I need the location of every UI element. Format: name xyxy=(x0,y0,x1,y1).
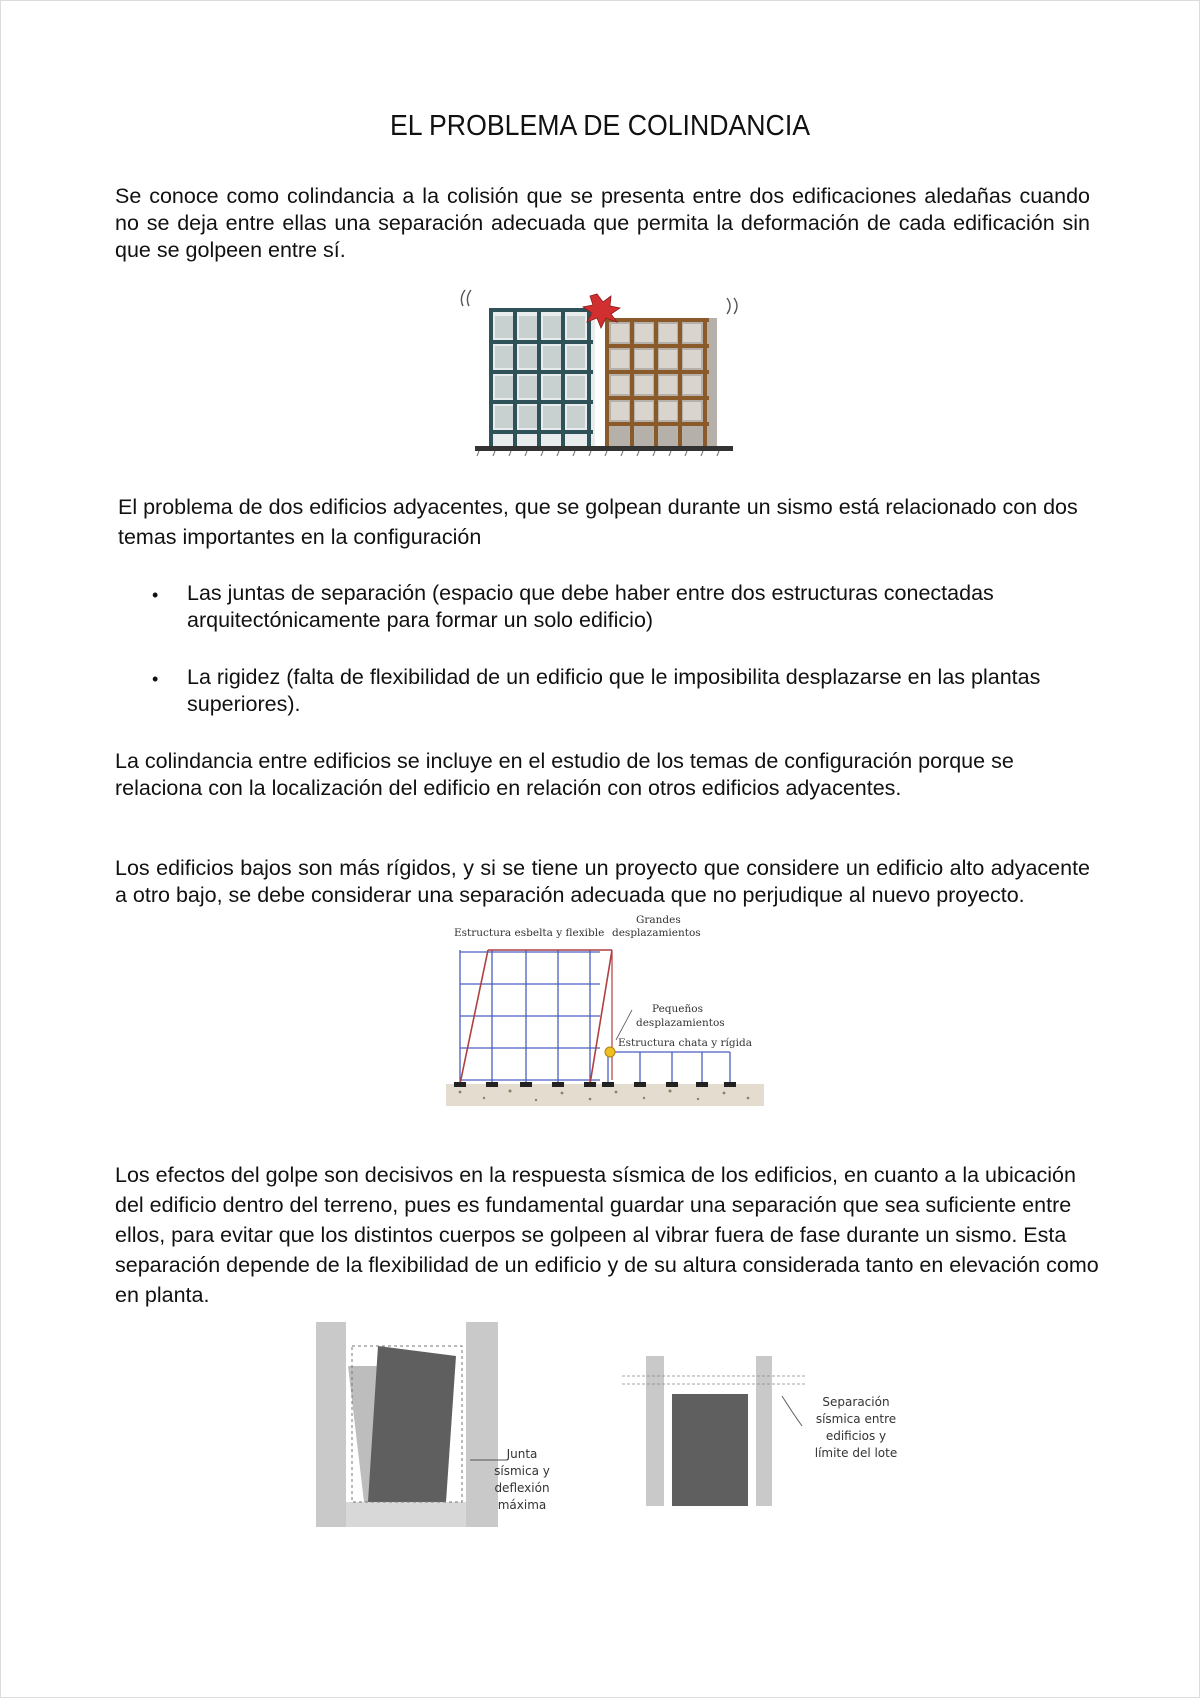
bullet-stiffness: La rigidez (falta de flexibilidad de un edificio que le imposibilita desplazarse en las plantas superiores). xyxy=(187,665,1041,716)
separation-pointer xyxy=(782,1396,802,1426)
joint-label-1: Junta xyxy=(506,1447,538,1461)
bullet-joints: Las juntas de separación (espacio que debe haber entre dos estructuras conectadas arquitectónicamente para formar un solo edificio) xyxy=(187,581,994,632)
joint-diagram-left xyxy=(316,1322,550,1527)
building-block xyxy=(368,1346,456,1502)
bullet-marker: • xyxy=(152,585,159,605)
paragraph-location: La colindancia entre edificios se incluye en el estudio de los temas de configuración porque se relaciona con la localización del edificio en relación con otros edificios adyacentes. xyxy=(115,749,1014,800)
paragraph-intro: Se conoce como colindancia a la colisión que se presenta entre dos edificaciones aledañas cuando no se deja entre ellas una separación adecuada que permita la deformación de cada edificación sin que se golpeen entre sí. xyxy=(115,184,1090,262)
sep-label-1: Separación xyxy=(822,1395,890,1409)
paragraph-effects: Los efectos del golpe son decisivos en la respuesta sísmica de los edificios, en cuanto a la ubicación del edificio dentro del terreno, pues es fundamental guardar una separación que sea suficiente entre ellos, para evitar que los distintos cuerpos se golpeen al vibrar fuera de fase durante un sismo. Esta separación depende de la flexibilidad de un edificio y de su altura considerada tanto en elevación como en planta. xyxy=(115,1163,1099,1307)
figure-displacements xyxy=(440,912,780,1108)
pointer-line xyxy=(616,1010,632,1040)
slender-structure-grid xyxy=(460,950,600,1084)
ground-line xyxy=(475,446,733,451)
joint-label-3: deflexión xyxy=(494,1481,550,1495)
label-large-2: desplazamientos xyxy=(612,927,701,939)
page-title: EL PROBLEMA DE COLINDANCIA xyxy=(389,110,811,142)
deformed-outline xyxy=(460,950,612,1084)
short-building xyxy=(605,318,717,448)
paragraph-low-buildings: Los edificios bajos son más rígidos, y si se tiene un proyecto que considere un edificio alto adyacente a otro bajo, se debe considerar una separación adecuada que no perjudique al nuevo proyecto. xyxy=(115,856,1090,907)
impact-point-icon xyxy=(605,1047,615,1057)
sep-label-4: límite del lote xyxy=(814,1446,898,1460)
joint-label-4: máxima xyxy=(497,1498,547,1512)
figure-colliding-buildings xyxy=(455,288,755,458)
bullet-marker: • xyxy=(152,669,159,689)
ground-soil xyxy=(446,1084,764,1106)
tall-building xyxy=(489,308,595,448)
paragraph-problem: El problema de dos edificios adyacentes, que se golpean durante un sismo está relacionado con dos temas importantes en la configuración xyxy=(118,495,1078,549)
label-slender: Estructura esbelta y flexible xyxy=(454,927,605,939)
vibration-right-icon xyxy=(727,298,737,314)
figure-seismic-joint xyxy=(316,1322,916,1530)
vibration-left-icon xyxy=(461,290,471,306)
label-small-2: desplazamientos xyxy=(636,1017,725,1029)
label-stiff: Estructura chata y rígida xyxy=(618,1037,752,1049)
stiff-structure-grid xyxy=(608,1052,730,1084)
joint-label-2: sísmica y xyxy=(494,1464,550,1478)
label-large-1: Grandes xyxy=(636,914,681,926)
label-small-1: Pequeños xyxy=(652,1003,703,1015)
building-block xyxy=(672,1394,748,1506)
separation-diagram-right xyxy=(622,1356,897,1506)
sep-label-3: edificios y xyxy=(825,1429,887,1443)
sep-label-2: sísmica entre xyxy=(815,1412,897,1426)
